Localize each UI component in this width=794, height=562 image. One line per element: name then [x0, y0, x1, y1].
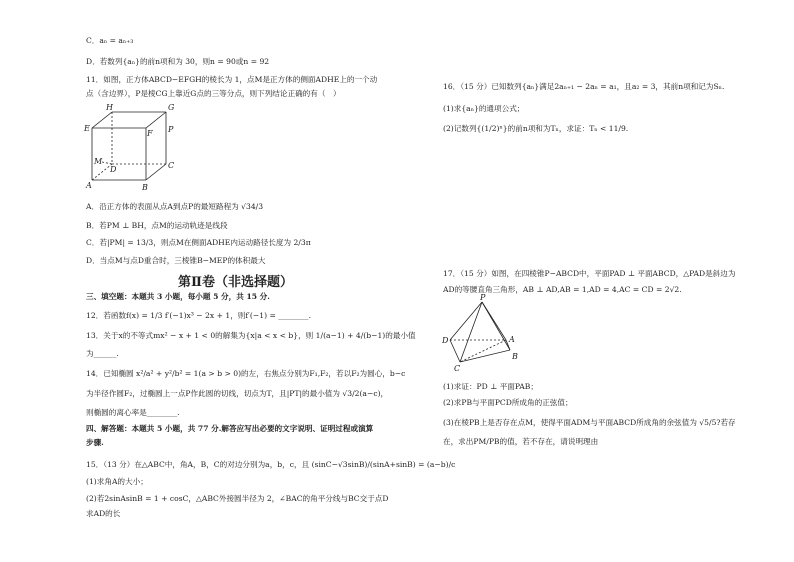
- cube-label-c: C: [168, 161, 175, 170]
- cube-label-f: F: [147, 129, 153, 138]
- q17-line1: 17．（15 分）如图，在四棱锥P−ABCD中，平面PAD ⊥ 平面ABCD，△PAD是斜边为: [443, 269, 736, 278]
- cube-label-b: B: [142, 183, 148, 192]
- q16-part1: (1)求{aₙ}的通项公式；: [443, 104, 525, 113]
- q15-line1: 15．（13 分）在△ABC中，角A，B，C的对边分别为a，b，c，且 (sinC−√3sinB)/(sinA+sinB) = (a−b)/c: [86, 460, 456, 469]
- pyramid-label-a: A: [509, 335, 515, 344]
- pyramid-figure: [440, 293, 530, 373]
- q16-line1: 16．（15 分）已知数列{aₙ}满足2aₙ₊₁ − 2aₙ = a₁，且a₂ = 3，其前n项和记为Sₙ.: [443, 82, 725, 91]
- q17-line2: AD的等腰直角三角形，AB ⊥ AD,AB = 1,AD = 4,AC = CD = 2√2.: [443, 285, 682, 294]
- q17-part3: (3)在棱PB上是否存在点M，使得平面ADM与平面ABCD所成角的余弦值为 √5/5?若存: [443, 418, 736, 427]
- q11-line1: 11．如图，正方体ABCD−EFGH的棱长为 1，点M是正方体的侧面ADHE上的一个动: [86, 75, 378, 84]
- q14-line1: 14．已知椭圆 x²/a² + y²/b² = 1(a > b > 0)的左，右焦点分别为F₁,F₂，若以F₂为圆心，b−c: [86, 369, 406, 378]
- cube-label-g: G: [168, 103, 175, 112]
- q11-option-b: B．若PM ⊥ BH，点M的运动轨迹是线段: [86, 221, 228, 230]
- q14-line2: 为半径作圆F₂，过椭圆上一点P作此圆的切线，切点为T，且|PT|的最小值为 √3/2(a−c)，: [86, 389, 389, 398]
- section-title: 第Ⅱ卷（非选择题）: [178, 275, 293, 290]
- part3-heading: 三、填空题：本题共 3 小题，每小题 5 分，共 15 分.: [86, 292, 270, 301]
- cube-label-p: P: [168, 125, 174, 134]
- q12: 12．若函数f(x) = 1/3 f′(−1)x³ − 2x + 1，则f′(−1) = ________.: [86, 311, 312, 320]
- q11-option-c: C．若|PM| = 13/3，则点M在侧面ADHE内运动路径长度为 2/3π: [86, 238, 311, 247]
- q14-line3: 则椭圆的离心率是________.: [86, 408, 180, 417]
- pyramid-label-b: B: [512, 352, 518, 361]
- q15-part1: (1)求角A的大小；: [86, 477, 148, 486]
- option-d-prev: D．若数列{aₙ}的前n项和为 30，则n = 90或n = 92: [86, 57, 270, 66]
- pyramid-label-c: C: [454, 364, 461, 373]
- cube-label-d: D: [110, 165, 117, 174]
- pyramid-label-p: P: [480, 293, 486, 302]
- cube-label-e: E: [84, 124, 90, 133]
- cube-figure: [84, 104, 194, 190]
- part4-heading: 四、解答题：本题共 5 小题，共 77 分.解答应写出必要的文字说明、证明过程或演算: [86, 424, 374, 433]
- q11-option-d: D．当点M与点D重合时，三棱锥B−MEP的体积最大: [86, 256, 266, 265]
- q16-part2: (2)记数列{(1/2)ⁿ}的前n项和为Tₙ，求证：Tₙ < 11/9.: [443, 124, 629, 133]
- q17-part2: (2)求PB与平面PCD所成角的正弦值；: [443, 398, 573, 407]
- part4-heading-cont: 步骤.: [86, 438, 104, 447]
- option-c-prev: C．aₙ = aₙ₊₃: [86, 36, 134, 45]
- q15-part2: (2)若2sinAsinB = 1 + cosC，△ABC外接圆半径为 2，∠BAC的角平分线与BC交于点D: [86, 494, 389, 503]
- cube-label-m: M: [94, 157, 103, 166]
- cube-label-h: H: [106, 103, 113, 112]
- q11-line2: 点（含边界），P是棱CG上靠近G点的三等分点，则下列结论正确的有（ ）: [86, 89, 341, 98]
- q15-part2-cont: 求AD的长: [86, 509, 121, 518]
- q17-part3-cont: 在，求出PM/PB的值，若不存在，请说明理由: [443, 437, 599, 446]
- q11-option-a: A．沿正方体的表面从点A到点P的最短路程为 √34/3: [86, 202, 264, 211]
- q13-line1: 13．关于x的不等式mx² − x + 1 < 0的解集为{x|a < x < b}，则 1/(a−1) + 4/(b−1)的最小值: [86, 331, 416, 340]
- pyramid-label-d: D: [442, 336, 449, 345]
- cube-label-a: A: [86, 181, 92, 190]
- q13-line2: 为______.: [86, 349, 119, 358]
- q17-part1: (1)求证：PD ⊥ 平面PAB；: [443, 382, 538, 391]
